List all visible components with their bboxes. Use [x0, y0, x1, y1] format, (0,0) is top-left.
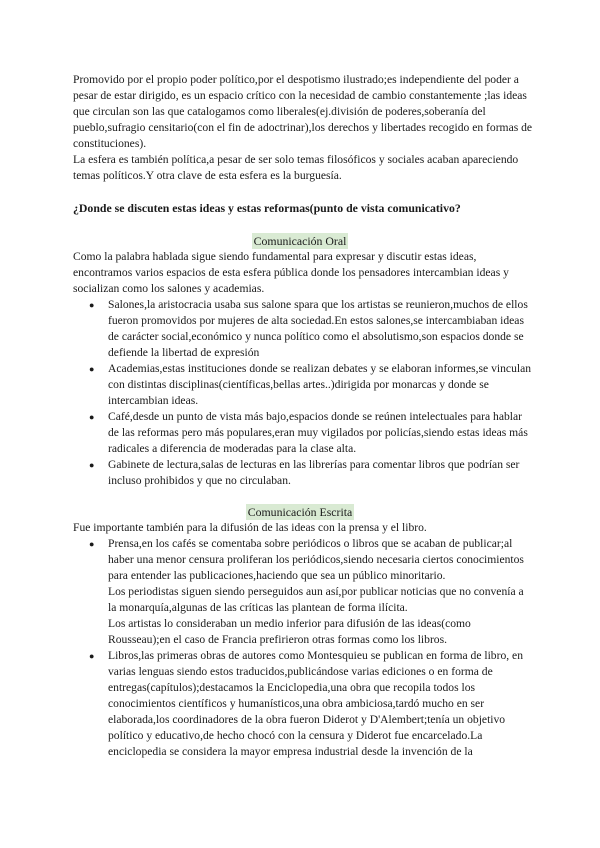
oral-heading: Comunicación Oral	[253, 234, 347, 248]
list-item-text: Libros,las primeras obras de autores como Montesquieu se publican en forma de libro, en varias lenguas siendo estos traducidos,publicándose varias ediciones o en forma de entregas(capítulos);destacamos la Enciclopedia,una obra que recopila todos los conocimientos científicos y humanísticos,una obra ambiciosa,tardó mucho en ser elaborada,los coordinadores de la obra fueron Diderot y D'Alembert;tenía un objetivo político y educativo,de hecho chocó con la censura y Diderot fue encarcelado.La enciclopedia se considera la mayor empresa industrial desde la invención de la	[108, 649, 524, 758]
written-heading-wrap	[0, 504, 600, 521]
oral-intro: Como la palabra hablada sigue siendo fundamental para expresar y discutir estas ideas, encontramos varios espacios de esta esfera pública donde los pensadores intercambian ideas y socializan como los salones y academias.	[73, 250, 509, 295]
intro-paragraph-1: Promovido por el propio poder político,por el despotismo ilustrado;es independiente del poder a pesar de estar dirigido, es un espacio crítico con la necesidad de cambio constantemente ;las ideas que circulan son las que catalogamos como liberales(ej.división de poderes,soberanía del pueblo,sufragio censitario(con el fin de adoctrinar),los derechos y libertades recogido en formas de constituciones).	[73, 73, 533, 150]
bullet-icon: ●	[89, 460, 95, 470]
list-item	[73, 361, 533, 409]
list-item-continuation: Los artistas lo consideraban un medio inferior para difusión de las ideas(como Rousseau);en el caso de Francia prefirieron otras formas como los libros.	[108, 617, 471, 646]
list-item-text: Academias,estas instituciones donde se realizan debates y se elaboran informes,se vinculan con distintas disciplinas(científicas,bellas artes..)dirigida por monarcas y donde se intercambian ideas.	[108, 362, 532, 407]
bullet-icon: ●	[89, 539, 95, 549]
list-item	[73, 409, 533, 457]
list-item-continuation: Los periodistas siguen siendo perseguidos aun así,por publicar noticias que no convenía a la monarquía,algunas de las críticas las plantean de forma ilícita.	[108, 585, 524, 614]
bullet-icon: ●	[89, 412, 95, 422]
list-item	[73, 648, 533, 760]
list-item-text: Prensa,en los cafés se comentaba sobre periódicos o libros que se acaban de publicar;al haber una menor censura proliferan los periódicos,siendo necesaria ciertos conocimientos para entender las publicaciones,haciendo que sea un público minoritario.	[108, 537, 524, 582]
bullet-icon: ●	[89, 364, 95, 374]
intro-paragraph-2: La esfera es también política,a pesar de ser solo temas filosóficos y sociales acaban apareciendo temas políticos.Y otra clave de esta esfera es la burguesía.	[73, 153, 519, 182]
written-intro: Fue importante también para la difusión de las ideas con la prensa y el libro.	[73, 521, 427, 534]
written-section	[73, 520, 533, 760]
oral-section	[73, 249, 533, 489]
list-item-text: Café,desde un punto de vista más bajo,espacios donde se reúnen intelectuales para hablar de las reformas pero más populares,eran muy vigilados por policías,siendo estas ideas más radicales a diferencia de moderadas para la clase alta.	[108, 410, 528, 455]
written-list	[73, 536, 533, 760]
list-item-text: Gabinete de lectura,salas de lecturas en las librerías para comentar libros que podrían ser incluso prohibidos y que no circulaban.	[108, 458, 520, 487]
list-item	[73, 297, 533, 361]
oral-heading-wrap	[0, 233, 600, 250]
written-heading: Comunicación Escrita	[247, 505, 353, 519]
bullet-icon: ●	[89, 300, 95, 310]
list-item-text: Salones,la aristocracia usaba sus salone spara que los artistas se reunieron,muchos de ellos fueron promovidos por mujeres de alta sociedad.En estos salones,se intercambiaban ideas de carácter social,económico y nunca político como el absolutismo,son espacios donde se defiende la libertad de expresión	[108, 298, 528, 359]
list-item	[73, 457, 533, 489]
list-item	[73, 536, 533, 648]
section-question: ¿Donde se discuten estas ideas y estas reformas(punto de vista comunicativo?	[73, 201, 461, 215]
bullet-icon: ●	[89, 651, 95, 661]
oral-list	[73, 297, 533, 489]
intro-section	[73, 72, 533, 184]
